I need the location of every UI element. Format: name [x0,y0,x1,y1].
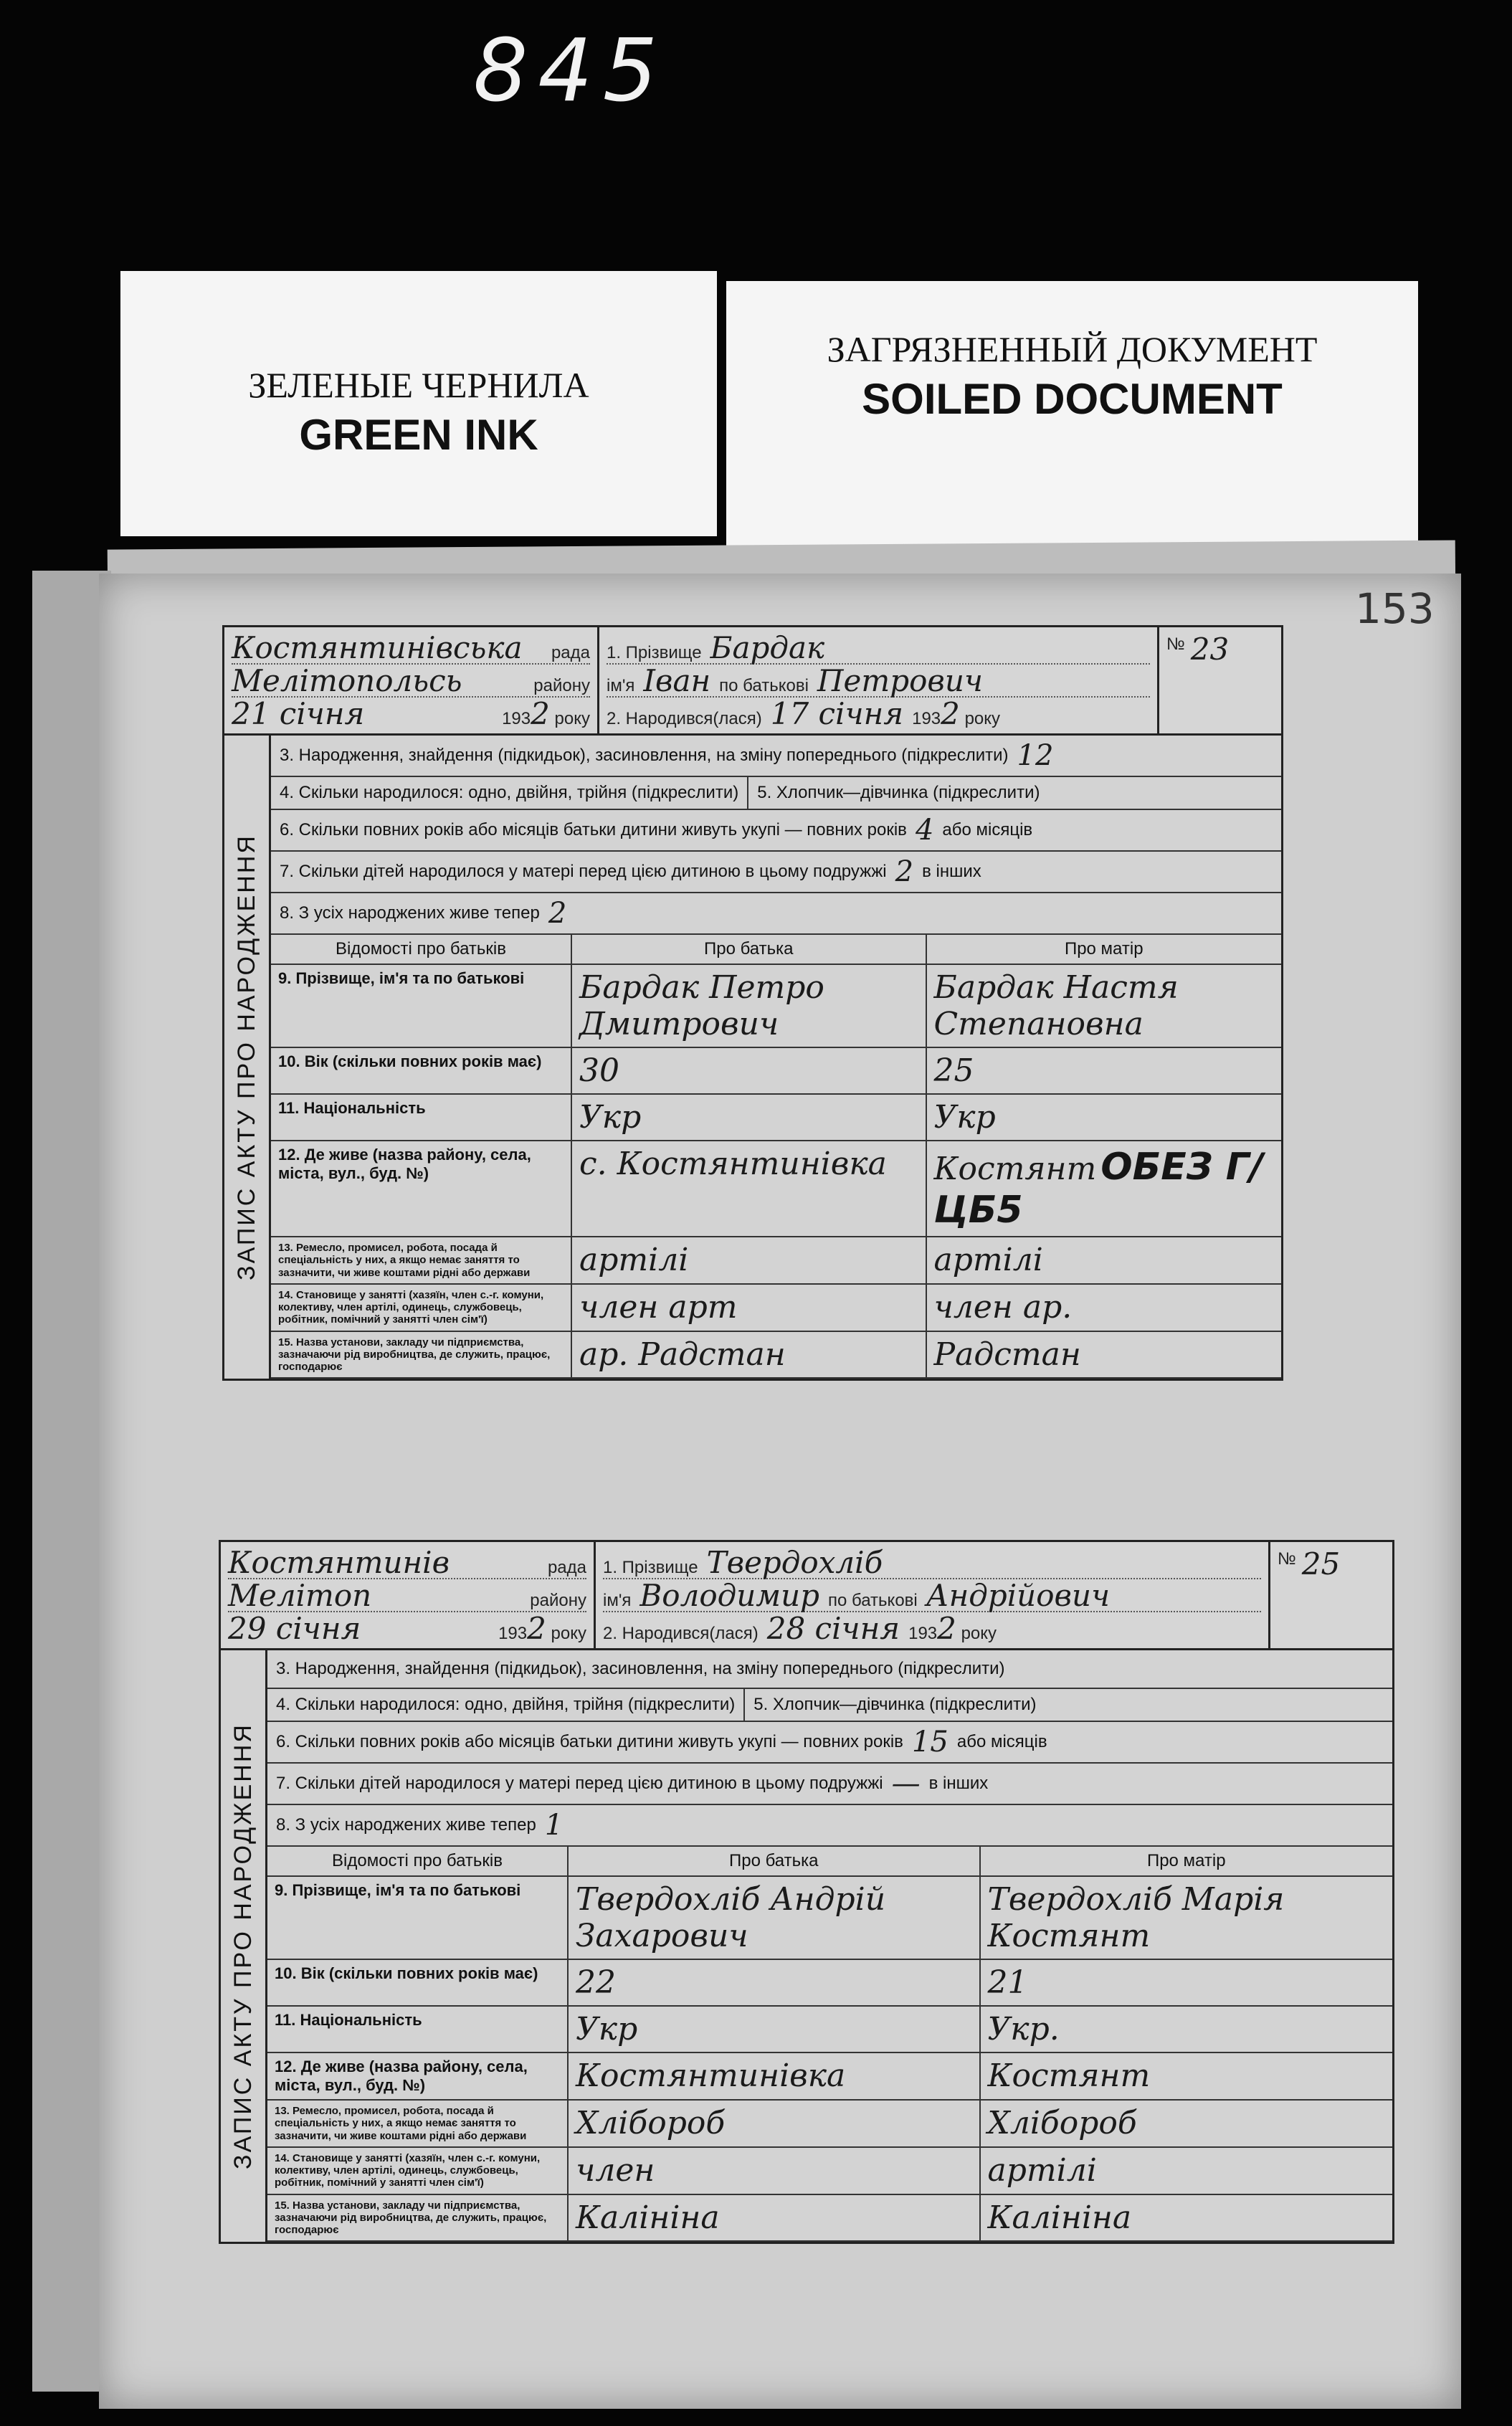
mother-age: 25 [927,1048,1282,1095]
r15-label: 15. Назва установи, закладу чи підприємства, зазначаючи рід виробництва, де служить, працює, господарює [267,2195,569,2242]
child-surname: Твердохліб [706,1545,883,1580]
q8-value: 1 [544,1809,564,1842]
father-age: 22 [569,1960,981,2007]
soiled-document-label-ru: ЗАГРЯЗНЕННЫЙ ДОКУМЕНТ [827,329,1318,369]
father-header: Про батька [569,1847,981,1877]
q7-label: 7. Скільки дітей народилося у матері перед цією дитиною в цьому подружжі [280,862,887,881]
q7-end-label: в інших [922,862,981,881]
mother-name: Твердохліб Марія Костянт [981,1877,1393,1960]
soiled-document-label-en: SOILED DOCUMENT [862,375,1283,423]
mother-nationality: Укр [927,1095,1282,1141]
r10-label: 10. Вік (скільки повних років має) [271,1048,572,1095]
page-number: 153 [1355,584,1435,633]
father-workplace: Калініна [569,2195,981,2242]
parents-info-header: Відомості про батьків [267,1847,569,1877]
q7-value: — [891,1767,921,1800]
mother-name: Бардак Настя Степановна [927,965,1282,1048]
rada-label: рада [551,643,590,662]
parents-table [267,1847,1392,2242]
parents-table [271,935,1281,1379]
q4-q5-row [267,1689,1392,1722]
vertical-title-text: ЗАПИС АКТУ ПРО НАРОДЖЕННЯ [229,1723,257,2170]
r11-label: 11. Національність [267,2007,569,2053]
surname-label: 1. Прізвище [603,1558,698,1577]
q6-label: 6. Скільки повних років або місяців батьки дитини живуть укупі — повних років [276,1732,903,1751]
mother-nationality: Укр. [981,2007,1393,2053]
mother-status: член ар. [927,1285,1282,1332]
rada-label: рада [547,1558,586,1577]
mother-occupation: артілі [927,1237,1282,1285]
r13-label: 13. Ремесло, промисел, робота, посада й спеціальність у них, а якщо немає заняття то зазначити, чи живе коштами рідні або держави [267,2101,569,2148]
father-workplace: ар. Радстан [572,1332,927,1379]
birth-date: 17 січня [770,696,904,731]
mother-workplace: Калініна [981,2195,1393,2242]
r11-label: 11. Національність [271,1095,572,1141]
year-prefix: 193 [502,709,531,728]
birth-record-2 [219,1540,1394,2244]
green-ink-label [120,271,717,536]
q7-row [267,1764,1392,1805]
father-occupation: Хлібороб [569,2101,981,2148]
q8-label: 8. З усіх народжених живе тепер [276,1815,536,1835]
q6-row [271,810,1281,852]
child-surname: Бардак [710,630,825,665]
born-label: 2. Народився(лася) [603,1624,759,1643]
raionu-label: району [533,676,590,695]
patronymic-label: по батькові [719,676,809,695]
q4-q5-row [271,777,1281,810]
district-name: Мелітоп [228,1578,372,1613]
number-label: № [1278,1549,1296,1569]
birth-roku-label: року [961,1624,997,1643]
council-name: Костянтинівська [232,630,523,665]
birth-year-digit: 2 [941,696,960,731]
q3-row [267,1650,1392,1689]
father-status: член [569,2148,981,2195]
child-patronymic: Андрійович [926,1578,1111,1613]
year-digit: 2 [531,696,550,731]
father-occupation: артілі [572,1237,927,1285]
q8-row [271,893,1281,935]
mother-residence-cell [927,1141,1282,1237]
r15-label: 15. Назва установи, закладу чи підприємства, зазначаючи рід виробництва, де служить, працює, господарює [271,1332,572,1379]
father-header: Про батька [572,935,927,965]
q7-value: 2 [895,855,914,888]
vertical-title-text: ЗАПИС АКТУ ПРО НАРОДЖЕННЯ [232,834,260,1281]
council-block [224,627,599,733]
green-ink-label-en: GREEN INK [299,411,538,459]
name-label: ім'я [603,1591,632,1610]
q5-label: 5. Хлопчик—дівчинка (підкреслити) [757,783,1040,802]
father-residence: с. Костянтинівка [572,1141,927,1237]
microfilm-frame-number: 845 [473,22,668,121]
father-name: Бардак Петро Дмитрович [572,965,927,1048]
father-nationality: Укр [569,2007,981,2053]
q6-row [267,1722,1392,1764]
child-first-name: Іван [643,663,711,698]
r10-label: 10. Вік (скільки повних років має) [267,1960,569,2007]
r12-label: 12. Де живе (назва району, села, міста, вул., буд. №) [267,2053,569,2101]
q7-end-label: в інших [928,1774,989,1793]
record-number: 25 [1301,1546,1341,1581]
q4-label: 4. Скільки народилося: одно, двійня, трійня (підкреслити) [267,1689,745,1721]
record-header [219,1540,1394,1650]
soiled-document-label [726,281,1418,546]
record-header [222,625,1283,736]
mother-age: 21 [981,1960,1393,2007]
r12-label: 12. Де живе (назва району, села, міста, вул., буд. №) [271,1141,572,1237]
council-name: Костянтинів [228,1545,450,1580]
q7-row [271,852,1281,893]
birth-date: 28 січня [766,1611,900,1646]
q6-value: 15 [911,1726,948,1759]
birth-year-prefix: 193 [908,1624,938,1643]
record-number-box [1159,627,1281,733]
r14-label: 14. Становище у занятті (хазяїн, член с.-г. комуни, колективу, член артілі, одинець, службовець, робітник, помічний у занятті член сім'ї) [267,2148,569,2195]
registration-date: 29 січня [228,1611,361,1646]
mother-residence: Костянт [933,1151,1097,1187]
record-number: 23 [1190,632,1230,667]
r9-label: 9. Прізвище, ім'я та по батькові [271,965,572,1048]
child-block [599,627,1159,733]
q8-row [267,1805,1392,1847]
parents-info-header: Відомості про батьків [271,935,572,965]
mother-workplace: Радстан [927,1332,1282,1379]
child-block [596,1542,1270,1648]
q3-label: 3. Народження, знайдення (підкидьок), засиновлення, на зміну попереднього (підкреслити) [276,1659,1005,1678]
council-block [221,1542,596,1648]
q5-label: 5. Хлопчик—дівчинка (підкреслити) [753,1695,1037,1714]
q8-label: 8. З усіх народжених живе тепер [280,903,540,923]
patronymic-label: по батькові [828,1591,918,1610]
registration-date: 21 січня [232,696,365,731]
mother-status: артілі [981,2148,1393,2195]
mother-header: Про матір [981,1847,1393,1877]
surname-label: 1. Прізвище [607,643,702,662]
q3-label: 3. Народження, знайдення (підкидьок), засиновлення, на зміну попереднього (підкреслити) [280,746,1009,765]
child-patronymic: Петрович [817,663,984,698]
year-prefix: 193 [498,1624,528,1643]
q3-row [271,736,1281,777]
q3-mark: 12 [1017,739,1054,772]
father-name: Твердохліб Андрій Захарович [569,1877,981,1960]
father-nationality: Укр [572,1095,927,1141]
q7-label: 7. Скільки дітей народилося у матері перед цією дитиною в цьому подружжі [276,1774,883,1793]
mother-header: Про матір [927,935,1282,965]
year-digit: 2 [527,1611,546,1646]
birth-roku-label: року [964,709,1001,728]
born-label: 2. Народився(лася) [607,709,762,728]
record-vertical-title [224,736,271,1379]
stamp-annotation: ОБЕЗ Г/ЦБ5 [933,1146,1263,1232]
r13-label: 13. Ремесло, промисел, робота, посада й спеціальність у них, а якщо немає заняття то зазначити, чи живе коштами рідні або держави [271,1237,572,1285]
r9-label: 9. Прізвище, ім'я та по батькові [267,1877,569,1960]
q8-value: 2 [548,897,567,930]
district-name: Мелітопольсь [232,663,462,698]
father-age: 30 [572,1048,927,1095]
q6-value: 4 [915,814,934,847]
birth-year-prefix: 193 [912,709,941,728]
q6-label: 6. Скільки повних років або місяців батьки дитини живуть укупі — повних років [280,820,907,839]
birth-year-digit: 2 [937,1611,956,1646]
record-body [219,1650,1394,2244]
mother-residence: Костянт [981,2053,1393,2101]
record-vertical-title [221,1650,267,2242]
raionu-label: району [530,1591,586,1610]
number-label: № [1166,634,1185,654]
birth-record-1 [222,625,1283,1381]
record-body [222,736,1283,1381]
roku-label: року [554,709,590,728]
father-status: член арт [572,1285,927,1332]
name-label: ім'я [607,676,635,695]
q6-end-label: або місяців [942,820,1033,839]
q6-end-label: або місяців [956,1732,1047,1751]
q4-label: 4. Скільки народилося: одно, двійня, трійня (підкреслити) [271,777,748,809]
record-number-box [1270,1542,1392,1648]
roku-label: року [551,1624,586,1643]
green-ink-label-ru: ЗЕЛЕНЫЕ ЧЕРНИЛА [248,365,589,405]
father-residence: Костянтинівка [569,2053,981,2101]
mother-occupation: Хлібороб [981,2101,1393,2148]
r14-label: 14. Становище у занятті (хазяїн, член с.-г. комуни, колективу, член артілі, одинець, службовець, робітник, помічний у занятті член сім'ї) [271,1285,572,1332]
child-first-name: Володимир [639,1578,820,1613]
